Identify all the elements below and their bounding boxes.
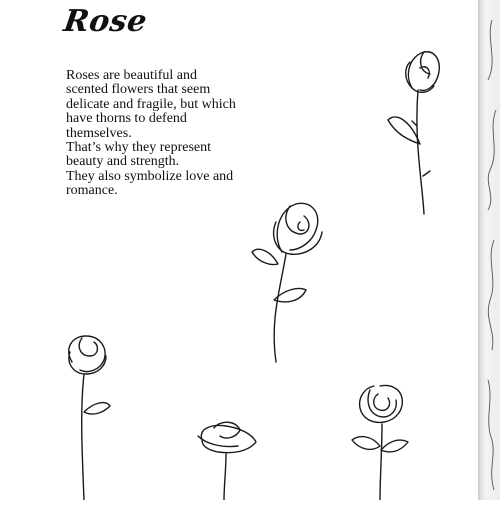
rose-icon [352,386,408,501]
rose-icon [198,422,256,500]
paragraph-meaning: That’s why they represent beauty and strength. [66,140,212,170]
rose-icon [69,336,110,500]
next-page-edge [478,0,500,500]
page-title: Rose [61,4,150,39]
rose-icon [252,203,322,362]
paragraph-description: Roses are beautiful and scented flowers that seem delicate and fragile, but which have thorns to defend themselves. [66,68,236,141]
rose-icon [388,52,439,214]
paragraph-symbolism: They also symbolize love and romance. [66,168,234,199]
